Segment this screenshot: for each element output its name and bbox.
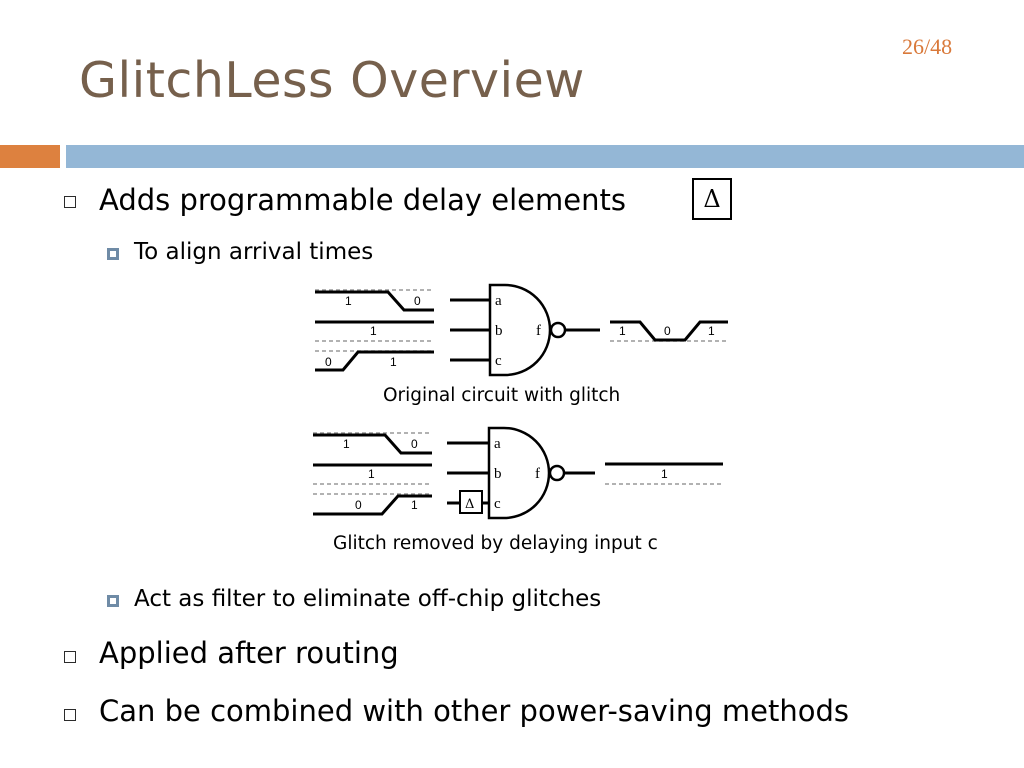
wave-c-level-high: 1 [390,355,397,369]
sub-bullet-align: To align arrival times [134,239,374,265]
wave-a-level-high: 1 [345,294,352,308]
pin-b: b [495,323,503,339]
out-level-3: 1 [708,324,715,338]
original-circuit-diagram [300,280,740,380]
bullet-square-icon [64,709,76,721]
pin-c: c [495,353,502,369]
pin-f: f [535,466,540,482]
wave-c-level-high: 1 [411,498,418,512]
wave-b-level: 1 [368,467,375,481]
sub-bullet-icon [107,595,119,607]
wave-c-level-low: 0 [355,498,362,512]
caption-fixed-circuit: Glitch removed by delaying input c [333,533,658,554]
sub-bullet-filter: Act as filter to eliminate off-chip glitches [134,586,602,612]
pin-b: b [494,466,502,482]
pin-a: a [495,293,502,309]
bullet-square-icon [64,651,76,663]
bullet-adds-delay: Adds programmable delay elements [99,183,626,217]
pin-a: a [494,436,501,452]
pin-f: f [536,323,541,339]
bullet-after-routing: Applied after routing [99,636,399,670]
wave-a-level-low: 0 [414,294,421,308]
bullet-combined: Can be combined with other power-saving methods [99,694,850,728]
wave-a-level-low: 0 [411,437,418,451]
slide-title: GlitchLess Overview [79,52,585,109]
fixed-circuit-diagram [300,422,740,526]
out-level: 1 [661,467,668,481]
wave-c-level-low: 0 [325,355,332,369]
wave-a-level-high: 1 [343,437,350,451]
out-level-1: 1 [619,324,626,338]
slide-number: 26/48 [902,34,953,59]
delay-symbol: Δ [465,497,475,512]
accent-band-orange [0,145,60,168]
delay-element-icon: Δ [692,178,732,220]
caption-original-circuit: Original circuit with glitch [383,385,621,406]
out-level-2: 0 [664,324,671,338]
pin-c: c [494,496,501,512]
wave-b-level: 1 [370,324,377,338]
sub-bullet-icon [107,248,119,260]
accent-band-blue [66,145,1024,168]
bullet-square-icon [64,196,76,208]
